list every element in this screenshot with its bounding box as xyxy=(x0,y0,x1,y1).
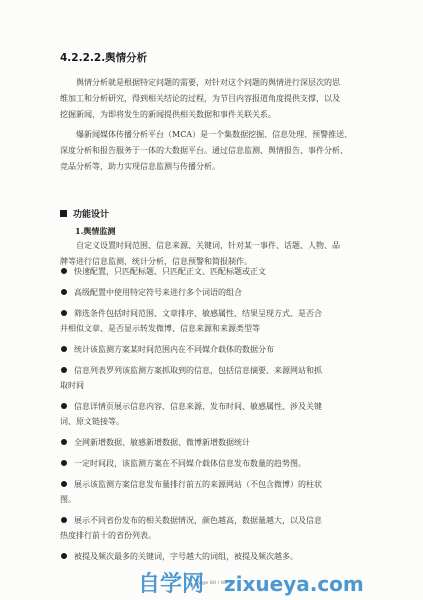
bullet-item xyxy=(60,399,372,429)
paragraph-line: 维加工和分析研究，得到相关结论的过程，为节目内容报道角度提供支撑，以及 xyxy=(60,94,340,103)
bullet-text: 并相似文章、是否显示转发微博、信息来源和来源类型等 xyxy=(60,324,260,333)
bullet-text: 筛选条件包括时间范围、文章排序、敏感属性、结果呈现方式、是否合 xyxy=(74,309,322,318)
bullet-item xyxy=(60,456,372,471)
bullet-item xyxy=(60,264,372,279)
bullet-item xyxy=(60,513,372,543)
svg-text:自学网: 自学网 xyxy=(138,572,205,597)
bullet-text: 图。 xyxy=(60,495,76,504)
bullet-text: 一定时间段，该监测方案在不同媒介载体信息发布数量的趋势图。 xyxy=(74,459,306,468)
bullet-dot-icon xyxy=(61,553,67,559)
bullet-text: 快速配置，只匹配标题、只匹配正文、匹配标题或正文 xyxy=(74,267,266,276)
site-watermark-logo xyxy=(138,565,408,597)
subsection-title: 1.舆情监测 xyxy=(75,226,116,236)
paragraph-line: 舆情分析就是根据特定问题的需要，对针对这个问题的舆情进行深层次的思 xyxy=(76,78,340,87)
bullet-item xyxy=(60,285,372,300)
bullet-dot-icon xyxy=(61,403,67,409)
intro-paragraph-1 xyxy=(60,75,372,123)
bullet-dot-icon xyxy=(61,481,67,487)
bullet-text: 取时间 xyxy=(60,381,84,390)
paragraph-line: 自定义设置时间范围、信息来源、关键词，针对某一事件、话题、人物、品 xyxy=(76,241,340,250)
section-heading: 4.2.2.2.舆情分析 xyxy=(60,52,148,64)
bullet-item xyxy=(60,549,372,564)
bullet-text: 信息列表罗列该监测方案抓取到的信息，包括信息摘要、来源网站和抓 xyxy=(74,366,322,375)
bullet-text: 展示该监测方案信息发布量排行前五的来源网站（不包含微博）的柱状 xyxy=(74,480,322,489)
section-title-text: 功能设计 xyxy=(73,210,110,220)
paragraph-line: 深度分析和报告服务于一体的大数据平台。通过信息监测、舆情报告、事件分析、 xyxy=(60,146,348,155)
paragraph-line: 爆新闻媒体传播分析平台（MCA）是一个集数据挖掘、信息处理、预警推送、 xyxy=(76,130,353,139)
bullet-text: 热度排行前十的省份列表。 xyxy=(60,531,156,540)
bullet-dot-icon xyxy=(61,517,67,523)
bullet-dot-icon xyxy=(61,460,67,466)
bullet-item xyxy=(60,477,372,507)
feature-bullet-list xyxy=(60,264,372,570)
bullet-dot-icon xyxy=(61,289,67,295)
paragraph-line: 竞品分析等，助力实现信息监测与传播分析。 xyxy=(60,162,220,171)
bullet-dot-icon xyxy=(61,268,67,274)
intro-paragraph-2 xyxy=(60,127,372,175)
bullet-dot-icon xyxy=(61,439,67,445)
bullet-text: 统计该监测方案某时间范围内在不同媒介载体的数据分布 xyxy=(74,345,274,354)
bullet-text: 高级配置中使用特定符号来进行多个词语的组合 xyxy=(74,288,242,297)
square-bullet-icon xyxy=(60,210,67,217)
bullet-dot-icon xyxy=(61,346,67,352)
bullet-text: 被提及频次最多的关键词，字号越大的词组，被提及频次越多。 xyxy=(74,552,298,561)
bullet-text: 全网新增数据、敏感新增数据、微博新增数据统计 xyxy=(74,438,250,447)
bullet-dot-icon xyxy=(61,367,67,373)
bullet-item xyxy=(60,342,372,357)
page-footer: Page 80 / 88 xyxy=(195,580,228,586)
bullet-item xyxy=(60,435,372,450)
bullet-dot-icon xyxy=(61,310,67,316)
paragraph-line: 挖掘新闻，为即将发生的新闻提供相关数据和事件关联关系。 xyxy=(60,110,276,119)
svg-text:zixueya.com: zixueya.com xyxy=(224,572,364,596)
bullet-item xyxy=(60,306,372,336)
bullet-text: 信息详情页展示信息内容、信息来源、发布时间、敏感属性、涉及关键 xyxy=(74,402,322,411)
bullet-item xyxy=(60,363,372,393)
bullet-text: 词、原文链接等。 xyxy=(60,417,124,426)
bullet-text: 展示不同省份发布的相关数据情况，颜色越高，数据量越大，以及信息 xyxy=(74,516,322,525)
paragraph-line: 牌等进行信息监测，统计分析，信息预警和简报制作。 xyxy=(60,257,252,266)
section-title xyxy=(60,207,109,220)
